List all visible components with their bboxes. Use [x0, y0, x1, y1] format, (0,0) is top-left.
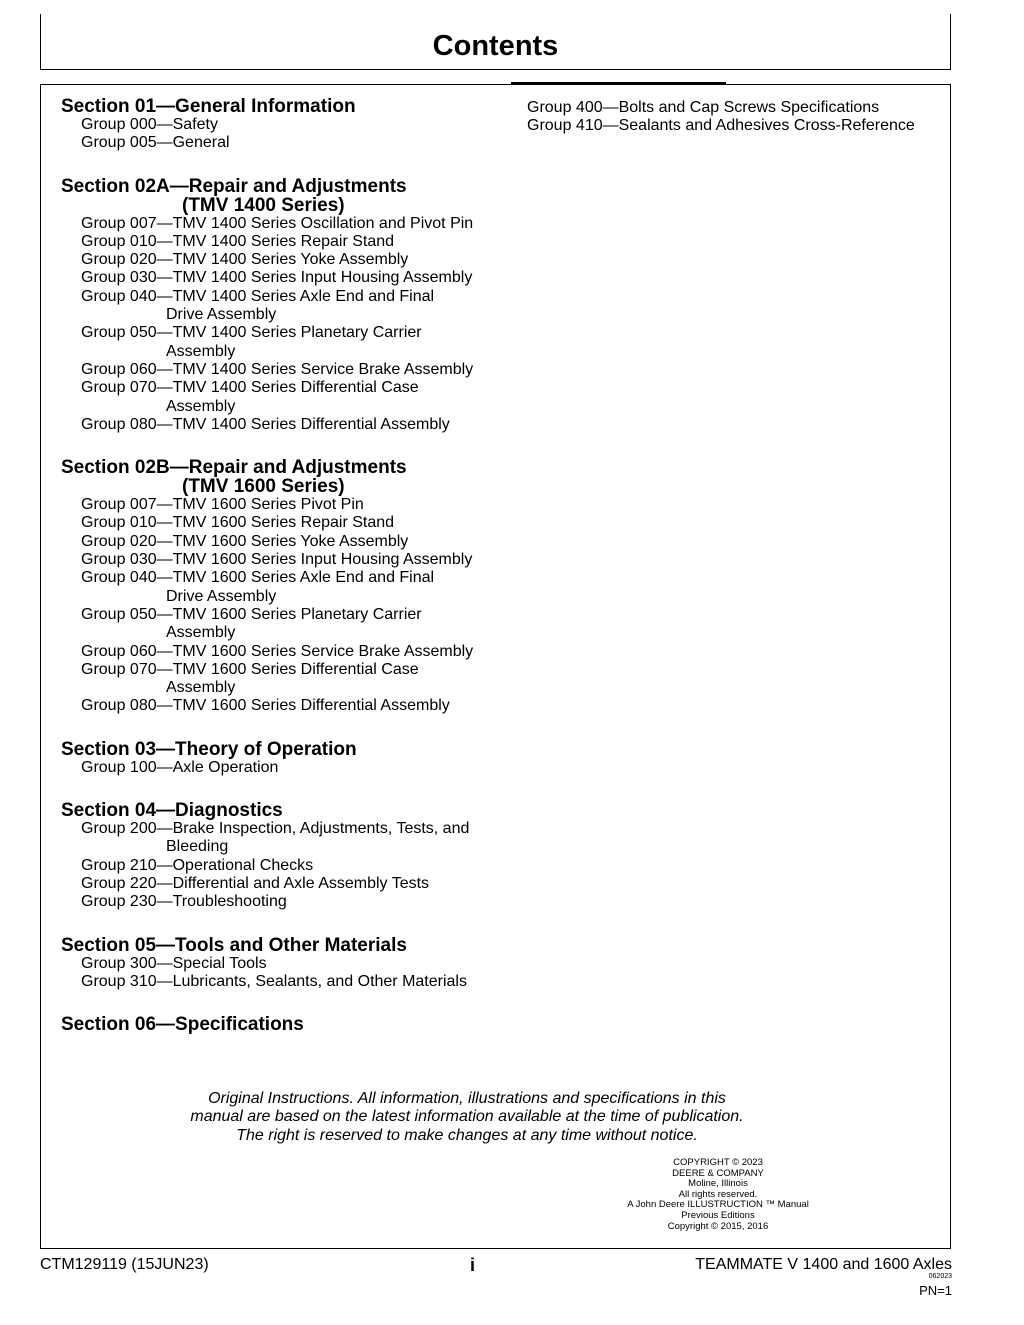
page-title: Contents — [432, 30, 559, 62]
section-gap — [61, 716, 511, 739]
toc-group-entry[interactable]: Group 230—Troubleshooting — [81, 893, 287, 911]
toc-group-entry[interactable]: Group 200—Brake Inspection, Adjustments, Tests, and — [81, 820, 470, 838]
section-gap — [61, 777, 511, 800]
toc-group-entry[interactable]: Group 310—Lubricants, Sealants, and Other Materials — [81, 972, 467, 990]
toc-section — [61, 739, 511, 777]
toc-section-title[interactable]: Section 03—Theory of Operation — [61, 738, 357, 760]
toc-group-entry[interactable]: Group 220—Differential and Axle Assembly Tests — [81, 874, 430, 892]
notice-line: Original Instructions. All information, illustrations and specifications in this — [208, 1090, 726, 1107]
copyright-line: A John Deere ILLUSTRUCTION ™ Manual — [627, 1199, 809, 1211]
footer-pn: PN=1 — [919, 1283, 952, 1298]
toc-group-entry[interactable]: Group 210—Operational Checks — [81, 856, 314, 874]
toc-group-entry[interactable]: Group 300—Special Tools — [81, 954, 267, 972]
frame-top-rule — [40, 84, 511, 85]
toc-section-subtitle[interactable]: (TMV 1600 Series) — [182, 476, 345, 498]
toc-group-entry[interactable]: Group 007—TMV 1400 Series Oscillation and Pivot Pin — [81, 214, 474, 232]
toc-group-entry[interactable]: Group 010—TMV 1600 Series Repair Stand — [81, 514, 395, 532]
toc-section — [61, 800, 511, 911]
notice-line: The right is reserved to make changes at any time without notice. — [236, 1126, 698, 1144]
toc-group-entry[interactable]: Group 000—Safety — [81, 116, 218, 133]
toc-group-continuation[interactable]: Bleeding — [166, 838, 229, 856]
toc-right-column — [527, 99, 947, 136]
toc-group-continuation[interactable]: Drive Assembly — [166, 306, 277, 324]
copyright-line: COPYRIGHT © 2023 — [673, 1157, 763, 1168]
toc-group-entry[interactable]: Group 060—TMV 1600 Series Service Brake Assembly — [81, 642, 474, 660]
toc-group-entry[interactable]: Group 070—TMV 1600 Series Differential Case — [81, 660, 419, 678]
toc-left-column — [61, 96, 511, 1034]
toc-group-entry[interactable]: Group 005—General — [81, 134, 230, 152]
section-gap — [61, 912, 511, 935]
toc-section-title[interactable]: Section 05—Tools and Other Materials — [61, 934, 407, 956]
footer-page-number: i — [470, 1255, 476, 1275]
toc-section — [61, 96, 511, 153]
section-gap — [61, 434, 511, 457]
section-gap — [61, 153, 511, 176]
toc-group-continuation[interactable]: Assembly — [166, 397, 236, 415]
copyright-block — [600, 1158, 836, 1232]
toc-group-entry[interactable]: Group 070—TMV 1400 Series Differential Case — [81, 379, 419, 397]
section-gap — [61, 991, 511, 1014]
toc-section-title[interactable]: Section 04—Diagnostics — [61, 800, 283, 822]
footer-doc-id: CTM129119 (15JUN23) — [40, 1256, 209, 1273]
toc-section-subtitle[interactable]: (TMV 1400 Series) — [182, 194, 345, 216]
toc-group-entry[interactable]: Group 010—TMV 1400 Series Repair Stand — [81, 232, 395, 250]
toc-section — [61, 935, 511, 992]
copyright-line: Copyright © 2015, 2016 — [667, 1220, 769, 1232]
toc-group-entry[interactable]: Group 040—TMV 1600 Series Axle End and Final — [81, 569, 435, 587]
toc-group-continuation[interactable]: Assembly — [166, 679, 236, 697]
toc-group-continuation[interactable]: Drive Assembly — [166, 587, 277, 605]
toc-group-entry[interactable]: Group 410—Sealants and Adhesives Cross-Reference — [527, 117, 915, 135]
toc-group-entry[interactable]: Group 020—TMV 1600 Series Yoke Assembly — [81, 532, 409, 550]
toc-group-entry[interactable]: Group 040—TMV 1400 Series Axle End and Final — [81, 287, 435, 305]
toc-group-entry[interactable]: Group 050—TMV 1600 Series Planetary Carrier — [81, 605, 422, 623]
toc-group-entry[interactable]: Group 030—TMV 1600 Series Input Housing Assembly — [81, 551, 473, 569]
toc-group-entry[interactable]: Group 007—TMV 1600 Series Pivot Pin — [81, 496, 364, 514]
notice-line: manual are based on the latest information available at the time of publication. — [190, 1108, 744, 1126]
toc-group-entry[interactable]: Group 030—TMV 1400 Series Input Housing Assembly — [81, 269, 473, 287]
toc-group-entry[interactable]: Group 400—Bolts and Cap Screws Specifications — [527, 99, 880, 116]
footer-manual-title: TEAMMATE V 1400 and 1600 Axles — [695, 1256, 952, 1273]
toc-section-title[interactable]: Section 02B—Repair and Adjustments — [61, 457, 407, 479]
copyright-line: Moline, Illinois — [688, 1178, 748, 1190]
toc-group-entry[interactable]: Group 080—TMV 1600 Series Differential Assembly — [81, 697, 450, 715]
toc-section-title[interactable]: Section 01—General Information — [61, 96, 356, 117]
footer-code: 062023 — [928, 1273, 952, 1280]
toc-group-entry[interactable]: Group 100—Axle Operation — [81, 758, 279, 776]
toc-section — [61, 1014, 511, 1034]
original-instructions-notice — [150, 1090, 784, 1145]
frame-top-thick-rule — [511, 82, 726, 85]
toc-section — [61, 457, 511, 716]
frame-top-rule-right — [726, 84, 951, 85]
toc-section — [61, 176, 511, 435]
toc-group-entry[interactable]: Group 020—TMV 1400 Series Yoke Assembly — [81, 251, 409, 269]
toc-group-continuation[interactable]: Assembly — [166, 624, 236, 642]
copyright-line: Previous Editions — [681, 1209, 755, 1221]
toc-group-continuation[interactable]: Assembly — [166, 342, 236, 360]
toc-section-title[interactable]: Section 02A—Repair and Adjustments — [61, 175, 407, 197]
toc-group-entry[interactable]: Group 050—TMV 1400 Series Planetary Carrier — [81, 324, 422, 342]
header-bottom-rule — [40, 69, 951, 70]
toc-group-entry[interactable]: Group 080—TMV 1400 Series Differential Assembly — [81, 415, 450, 433]
copyright-line: All rights reserved. — [678, 1188, 758, 1200]
toc-section-title[interactable]: Section 06—Specifications — [61, 1014, 304, 1036]
toc-group-entry[interactable]: Group 060—TMV 1400 Series Service Brake Assembly — [81, 360, 474, 378]
copyright-line: DEERE & COMPANY — [672, 1167, 764, 1179]
